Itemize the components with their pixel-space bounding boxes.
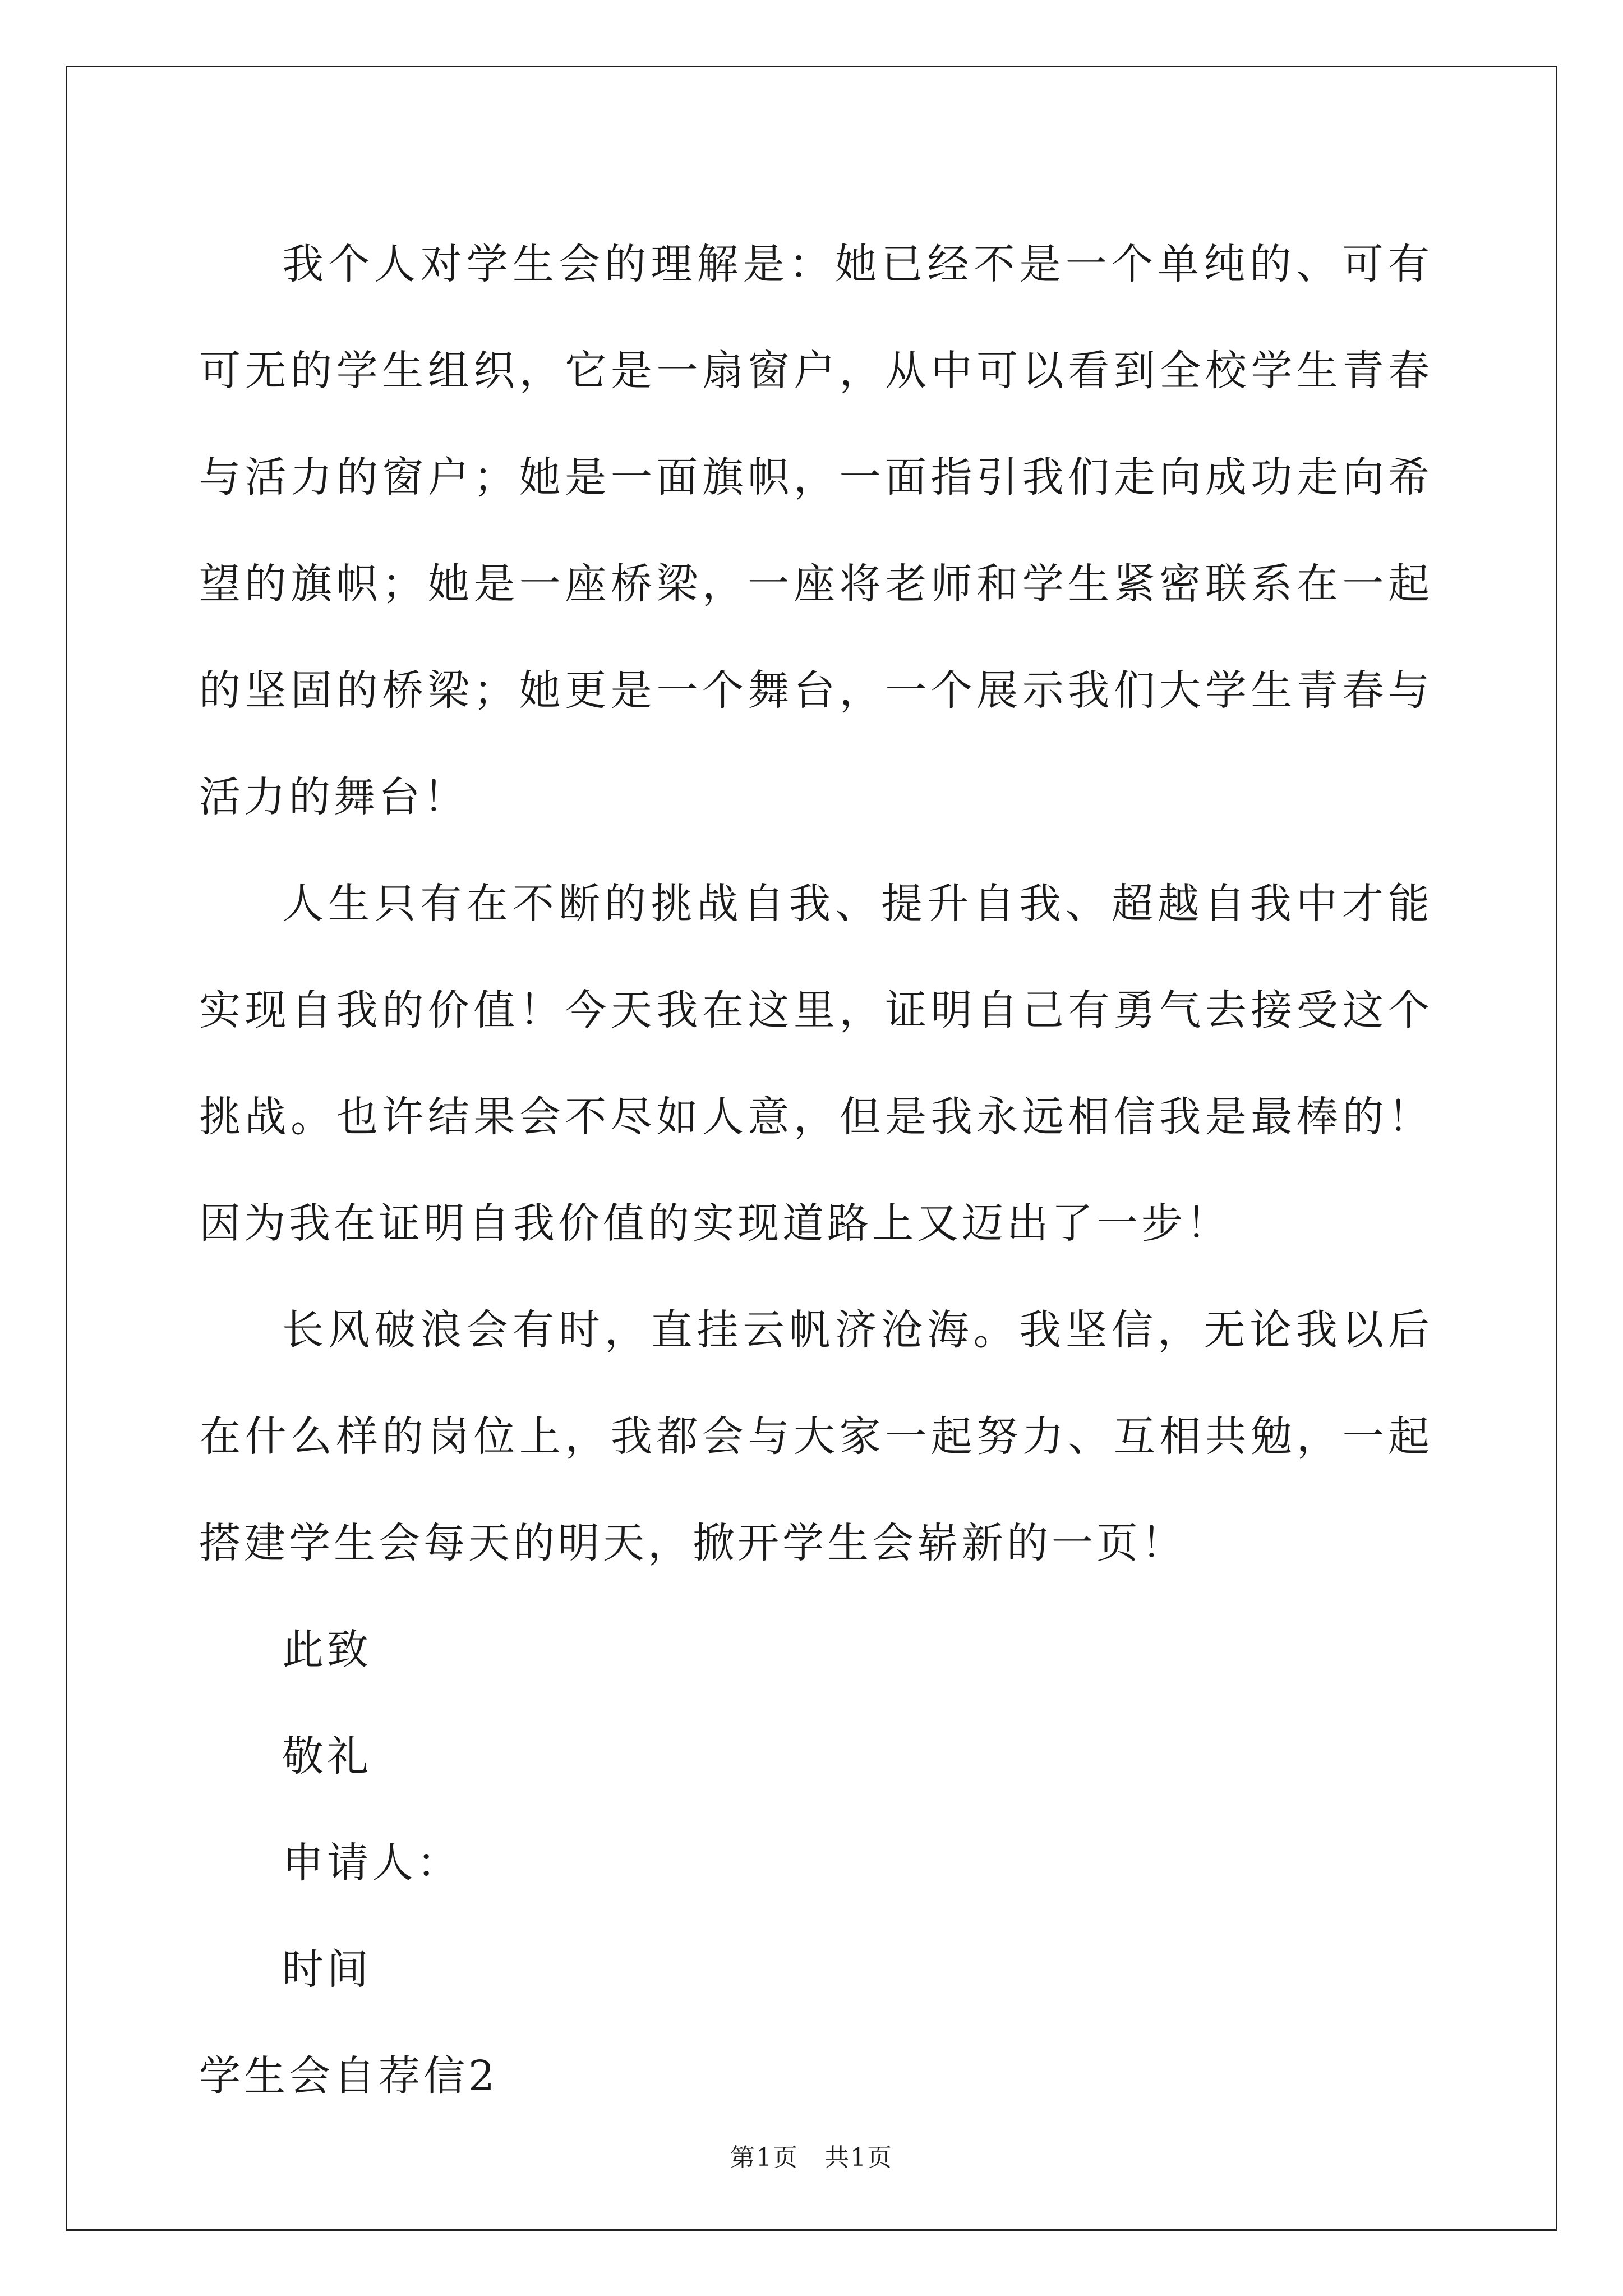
next-letter-heading: 学生会自荐信2 <box>199 2052 499 2100</box>
closing-line: 此致 <box>282 1626 372 1674</box>
salutation-line: 敬礼 <box>282 1732 372 1780</box>
paragraph-2: 人生只有在不断的挑战自我、提升自我、超越自我中才能实现自我的价值！今天我在这里，证明自己有勇气去接受这个挑战。也许结果会不尽如人意，但是我永远相信我是最棒的！因为我在证明自我价值的实现道路上又迈出了一步！ <box>199 880 1433 1248</box>
time-line: 时间 <box>282 1945 372 1994</box>
paragraph-1: 我个人对学生会的理解是：她已经不是一个单纯的、可有可无的学生组织，它是一扇窗户，从中可以看到全校学生青春与活力的窗户；她是一面旗帜，一面指引我们走向成功走向希望的旗帜；她是一座桥梁，一座将老师和学生紧密联系在一起的坚固的桥梁；她更是一个舞台，一个展示我们大学生青春与活力的舞台！ <box>199 240 1433 821</box>
paragraph-3: 长风破浪会有时，直挂云帆济沧海。我坚信，无论我以后在什么样的岗位上，我都会与大家一起努力、互相共勉，一起搭建学生会每天的明天，掀开学生会崭新的一页！ <box>199 1306 1433 1567</box>
page-footer: 第1页 共1页 <box>730 2143 893 2172</box>
applicant-line: 申请人： <box>282 1839 462 1887</box>
letter-body <box>199 211 1433 2129</box>
